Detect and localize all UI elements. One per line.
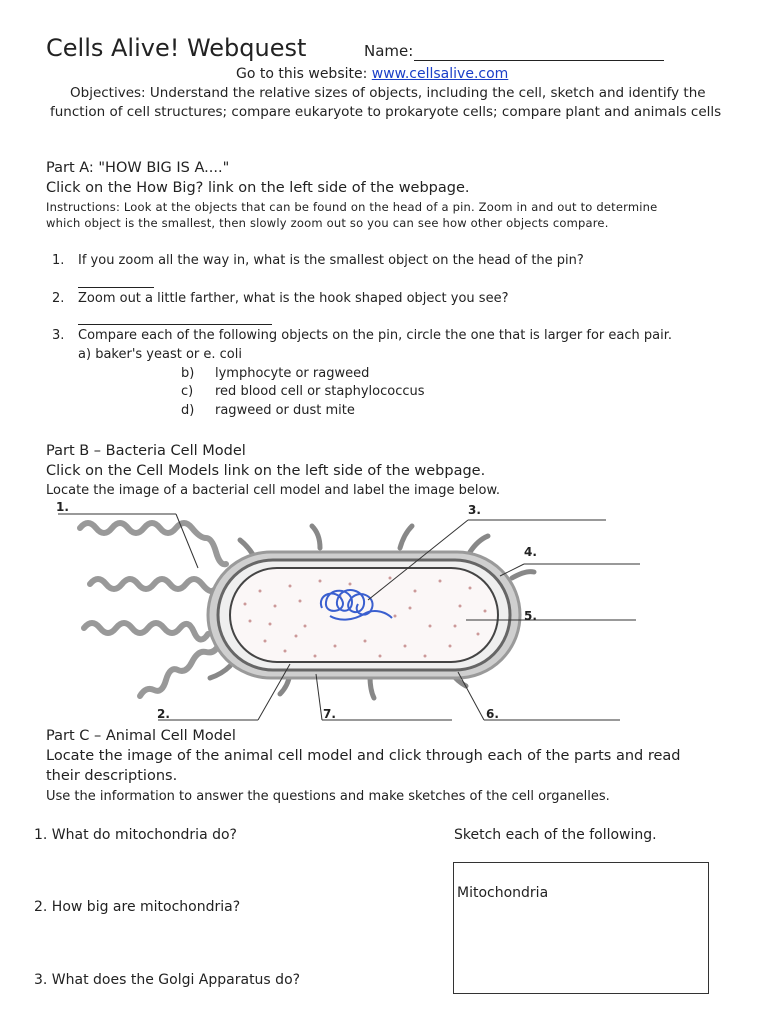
- question-text: If you zoom all the way in, what is the smallest object on the head of the pin?: [78, 253, 584, 268]
- pair-text[interactable]: lymphocyte or ragweed: [215, 366, 370, 381]
- answer-blank[interactable]: [78, 324, 272, 325]
- mitochondria-sketch-box[interactable]: [453, 862, 709, 994]
- diagram-label-5: 5.: [524, 609, 537, 623]
- answer-blank[interactable]: [78, 287, 154, 288]
- part-b-instruction: Locate the image of a bacterial cell model and label the image below.: [46, 483, 501, 498]
- bacteria-cell-diagram: [0, 496, 770, 726]
- pair-letter: b): [181, 366, 195, 381]
- name-blank[interactable]: [414, 60, 664, 61]
- part-a-instructions-1: Instructions: Look at the objects that can be found on the head of a pin. Zoom in and out to determine: [46, 200, 658, 214]
- question-text: Compare each of the following objects on the pin, circle the one that is larger for each pair.: [78, 328, 672, 343]
- part-c-subheading-2: their descriptions.: [46, 768, 178, 784]
- part-a-heading: Part A: "HOW BIG IS A....": [46, 160, 230, 176]
- pair-letter: a): [78, 347, 92, 362]
- part-a-subheading: Click on the How Big? link on the left side of the webpage.: [46, 180, 470, 196]
- question-number: 2.: [52, 291, 65, 306]
- pair-letter: d): [181, 403, 195, 418]
- part-b-subheading: Click on the Cell Models link on the left side of the webpage.: [46, 463, 486, 479]
- diagram-label-4: 4.: [524, 545, 537, 559]
- goto-prefix: Go to this website:: [236, 66, 372, 82]
- website-line: [236, 66, 508, 82]
- part-b-heading: Part B – Bacteria Cell Model: [46, 443, 246, 459]
- pair-item: [78, 347, 242, 362]
- website-link[interactable]: www.cellsalive.com: [371, 66, 509, 82]
- sketch-box-label: Mitochondria: [457, 885, 549, 901]
- part-a-instructions-2: which object is the smallest, then slowly zoom out so you can see how other objects compare.: [46, 216, 609, 230]
- pair-letter: c): [181, 384, 194, 399]
- pair-text[interactable]: ragweed or dust mite: [215, 403, 355, 418]
- pair-text[interactable]: red blood cell or staphylococcus: [215, 384, 425, 399]
- question-number: 1.: [52, 253, 65, 268]
- part-c-question-2: 2. How big are mitochondria?: [34, 899, 241, 915]
- part-c-question-3: 3. What does the Golgi Apparatus do?: [34, 972, 301, 988]
- objectives: Objectives: Understand the relative sizes of objects, including the cell, sketch and identify the function of cell structures; compare eukaryote to prokaryote cells; compare plant and animals cells: [50, 85, 722, 120]
- diagram-label-3: 3.: [468, 503, 481, 517]
- part-c-instruction: Use the information to answer the questions and make sketches of the cell organelles.: [46, 789, 610, 804]
- diagram-label-2: 2.: [157, 707, 170, 721]
- page-title: Cells Alive! Webquest: [46, 34, 307, 62]
- pair-text[interactable]: baker's yeast or e. coli: [95, 347, 242, 362]
- diagram-label-1: 1.: [56, 500, 69, 514]
- name-label: Name:: [364, 42, 414, 60]
- diagram-label-6: 6.: [486, 707, 499, 721]
- question-text: Zoom out a little farther, what is the hook shaped object you see?: [78, 291, 509, 306]
- part-c-question-1: 1. What do mitochondria do?: [34, 827, 237, 843]
- diagram-label-7: 7.: [323, 707, 336, 721]
- part-c-heading: Part C – Animal Cell Model: [46, 728, 236, 744]
- part-c-subheading-1: Locate the image of the animal cell model and click through each of the parts and read: [46, 748, 681, 764]
- sketch-heading: Sketch each of the following.: [454, 827, 657, 843]
- question-number: 3.: [52, 328, 65, 343]
